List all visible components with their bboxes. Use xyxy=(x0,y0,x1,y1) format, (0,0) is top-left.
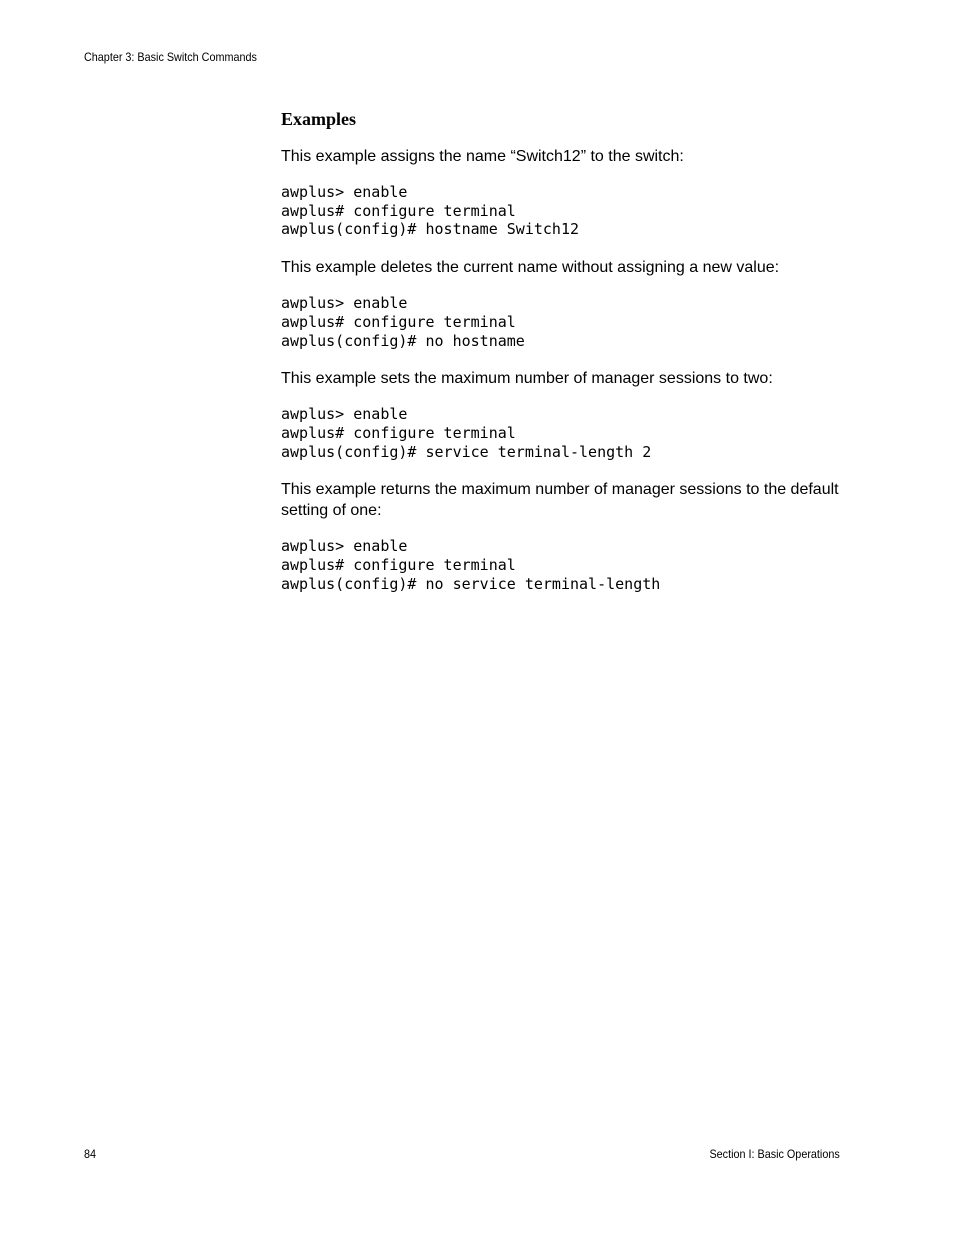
running-header-chapter: Chapter 3: Basic Switch Commands xyxy=(84,50,257,64)
section-heading: Examples xyxy=(281,109,357,129)
code-line: awplus> enable xyxy=(281,294,408,313)
example-4-description: This example returns the maximum number of manager sessions to the default setting of one: xyxy=(281,481,839,520)
running-footer-section: Section I: Basic Operations xyxy=(709,1147,840,1161)
code-line: awplus> enable xyxy=(281,183,408,201)
code-line: awplus# configure terminal xyxy=(281,556,516,575)
code-line: awplus(config)# no service terminal-length xyxy=(281,574,661,593)
code-line: awplus(config)# no hostname xyxy=(281,331,525,350)
example-1-description: This example assigns the name “Switch12” to the switch: xyxy=(281,148,684,165)
page-number: 84 xyxy=(84,1147,97,1161)
example-1-code-block xyxy=(281,183,841,239)
page-content xyxy=(281,108,841,611)
code-line: awplus# configure terminal xyxy=(281,312,516,331)
code-line: awplus# configure terminal xyxy=(281,201,516,220)
code-line: awplus(config)# service terminal-length 2 xyxy=(281,442,652,461)
example-2-description: This example deletes the current name without assigning a new value: xyxy=(281,259,780,277)
example-3-code-block xyxy=(281,405,841,461)
example-3-description: This example sets the maximum number of manager sessions to two: xyxy=(281,370,773,388)
code-line: awplus> enable xyxy=(281,405,408,424)
code-line: awplus> enable xyxy=(281,537,408,556)
code-line: awplus(config)# hostname Switch12 xyxy=(281,220,580,239)
example-4-code-block xyxy=(281,537,841,593)
example-2-code-block xyxy=(281,294,841,350)
code-line: awplus# configure terminal xyxy=(281,423,516,442)
